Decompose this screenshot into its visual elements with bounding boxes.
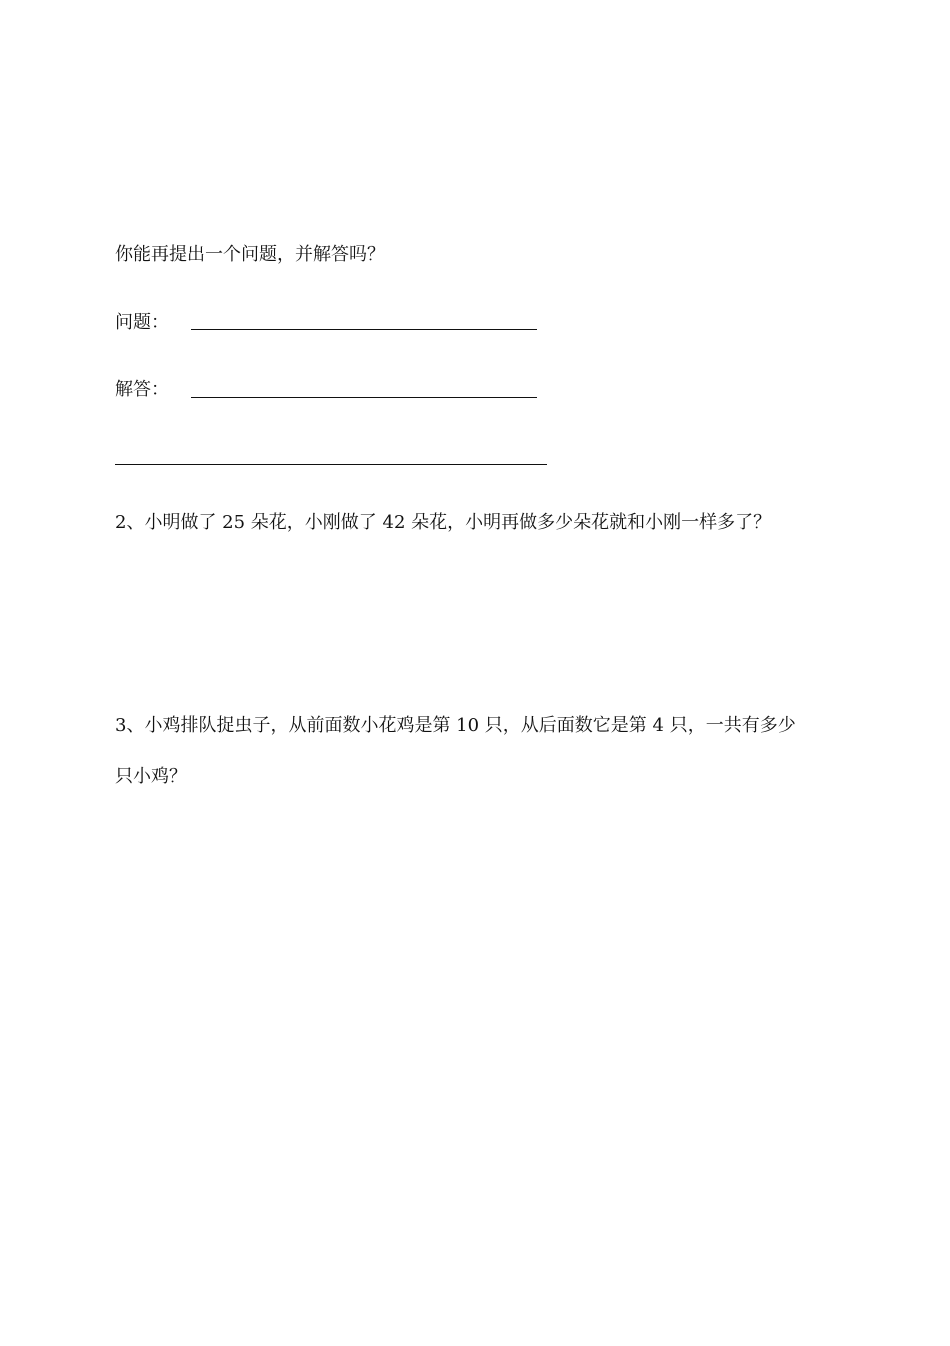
question-answer-line[interactable] [191,329,537,330]
extra-question-prompt: 你能再提出一个问题，并解答吗？ [115,244,385,265]
problem-2-text: 2、小明做了 25 朵花，小刚做了 42 朵花，小明再做多少朵花就和小刚一样多了？ [115,512,772,533]
answer-line[interactable] [191,397,537,398]
problem-3-text-line-1: 3、小鸡排队捉虫子，从前面数小花鸡是第 10 只，从后面数它是第 4 只，一共有多少 [115,715,796,736]
question-label: 问题： [115,312,169,333]
answer-line-continued[interactable] [115,464,547,465]
problem-3-text-line-2: 只小鸡？ [115,766,187,787]
answer-label: 解答： [115,379,169,400]
